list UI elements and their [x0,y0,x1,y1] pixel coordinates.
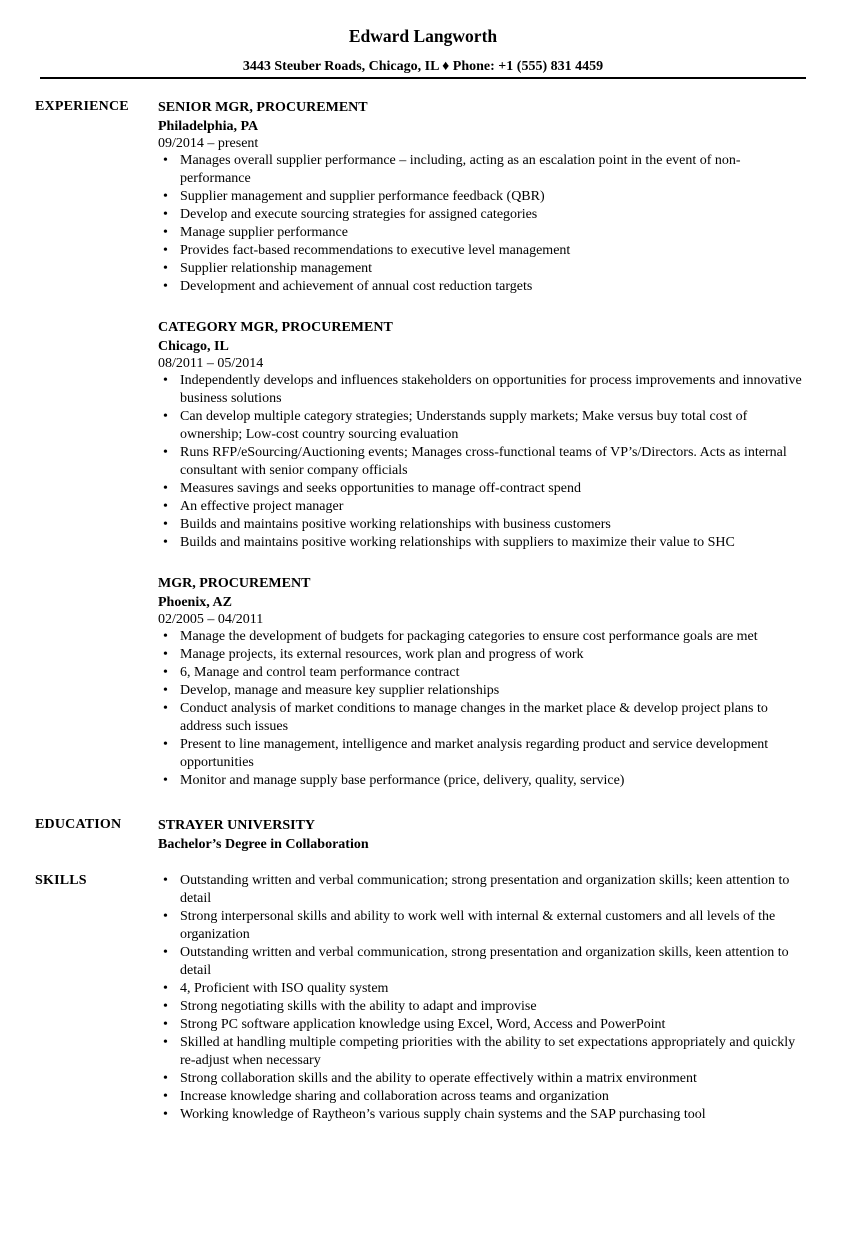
job-location: Philadelphia, PA [158,119,259,134]
list-item: • Can develop multiple category strategies; Understands supply markets; Make versus buy total cost of ownership; Low-cost country sourcing evaluation [158,408,808,444]
list-item: • Independently develops and influences stakeholders on opportunities for process improvements and innovative business solutions [158,372,808,408]
list-item: • Manage supplier performance [158,224,808,242]
list-item: • Strong negotiating skills with the ability to adapt and improvise [158,998,808,1016]
job-dates: 09/2014 – present [158,136,259,151]
job-location: Chicago, IL [158,339,229,354]
list-item: • Strong PC software application knowledge using Excel, Word, Access and PowerPoint [158,1016,808,1034]
list-item: • Conduct analysis of market conditions to manage changes in the market place & develop project plans to address such issues [158,700,808,736]
job-title: CATEGORY MGR, PROCUREMENT [158,320,393,335]
experience-heading: EXPERIENCE [35,99,129,114]
list-item: • Working knowledge of Raytheon’s various supply chain systems and the SAP purchasing tool [158,1106,808,1124]
contact-line: 3443 Steuber Roads, Chicago, IL ♦ Phone: +1 (555) 831 4459 [242,59,604,74]
list-item: • 4, Proficient with ISO quality system [158,980,808,998]
list-item: • Manage the development of budgets for packaging categories to ensure cost performance goals are met [158,628,808,646]
job-entry [158,98,808,296]
school-name: STRAYER UNIVERSITY [158,818,316,833]
skills-list [158,872,808,1124]
list-item: • Skilled at handling multiple competing priorities with the ability to set expectations appropriately and quickly re-adjust when necessary [158,1034,808,1070]
header-divider [40,77,806,79]
job-entry [158,574,808,790]
education-entry [158,816,808,854]
list-item: • Provides fact-based recommendations to executive level management [158,242,808,260]
education-heading: EDUCATION [35,817,122,832]
job-duties [158,152,808,296]
job-location: Phoenix, AZ [158,595,232,610]
list-item: • Present to line management, intelligence and market analysis regarding product and service development opportunities [158,736,808,772]
list-item: • Manages overall supplier performance – including, acting as an escalation point in the event of non-performance [158,152,808,188]
list-item: • Develop and execute sourcing strategies for assigned categories [158,206,808,224]
job-duties [158,628,808,790]
list-item: • Outstanding written and verbal communication, strong presentation and organization skills, keen attention to detail [158,944,808,980]
list-item: • Development and achievement of annual cost reduction targets [158,278,808,296]
list-item: • Supplier management and supplier performance feedback (QBR) [158,188,808,206]
list-item: • Builds and maintains positive working relationships with suppliers to maximize their value to SHC [158,534,808,552]
list-item: • Supplier relationship management [158,260,808,278]
list-item: • 6, Manage and control team performance contract [158,664,808,682]
list-item: • Strong collaboration skills and the ability to operate effectively within a matrix environment [158,1070,808,1088]
degree-name: Bachelor’s Degree in Collaboration [158,837,369,852]
job-title: SENIOR MGR, PROCUREMENT [158,100,368,115]
list-item: • Runs RFP/eSourcing/Auctioning events; Manages cross-functional teams of VP’s/Directors. Acts as internal consultant with senior company officials [158,444,808,480]
skills-heading: SKILLS [35,873,87,888]
list-item: • Manage projects, its external resources, work plan and progress of work [158,646,808,664]
job-title: MGR, PROCUREMENT [158,576,311,591]
job-duties [158,372,808,552]
list-item: • Outstanding written and verbal communication; strong presentation and organization skills; keen attention to detail [158,872,808,908]
list-item: • Builds and maintains positive working relationships with business customers [158,516,808,534]
job-dates: 02/2005 – 04/2011 [158,612,264,627]
job-entry [158,318,808,552]
list-item: • Strong interpersonal skills and ability to work well with internal & external customers and all levels of the organization [158,908,808,944]
list-item: • Monitor and manage supply base performance (price, delivery, quality, service) [158,772,808,790]
list-item: • Measures savings and seeks opportunities to manage off-contract spend [158,480,808,498]
list-item: • An effective project manager [158,498,808,516]
list-item: • Increase knowledge sharing and collaboration across teams and organization [158,1088,808,1106]
skills-list-block [158,872,808,1124]
list-item: • Develop, manage and measure key supplier relationships [158,682,808,700]
job-dates: 08/2011 – 05/2014 [158,356,264,371]
candidate-name: Edward Langworth [348,26,498,46]
